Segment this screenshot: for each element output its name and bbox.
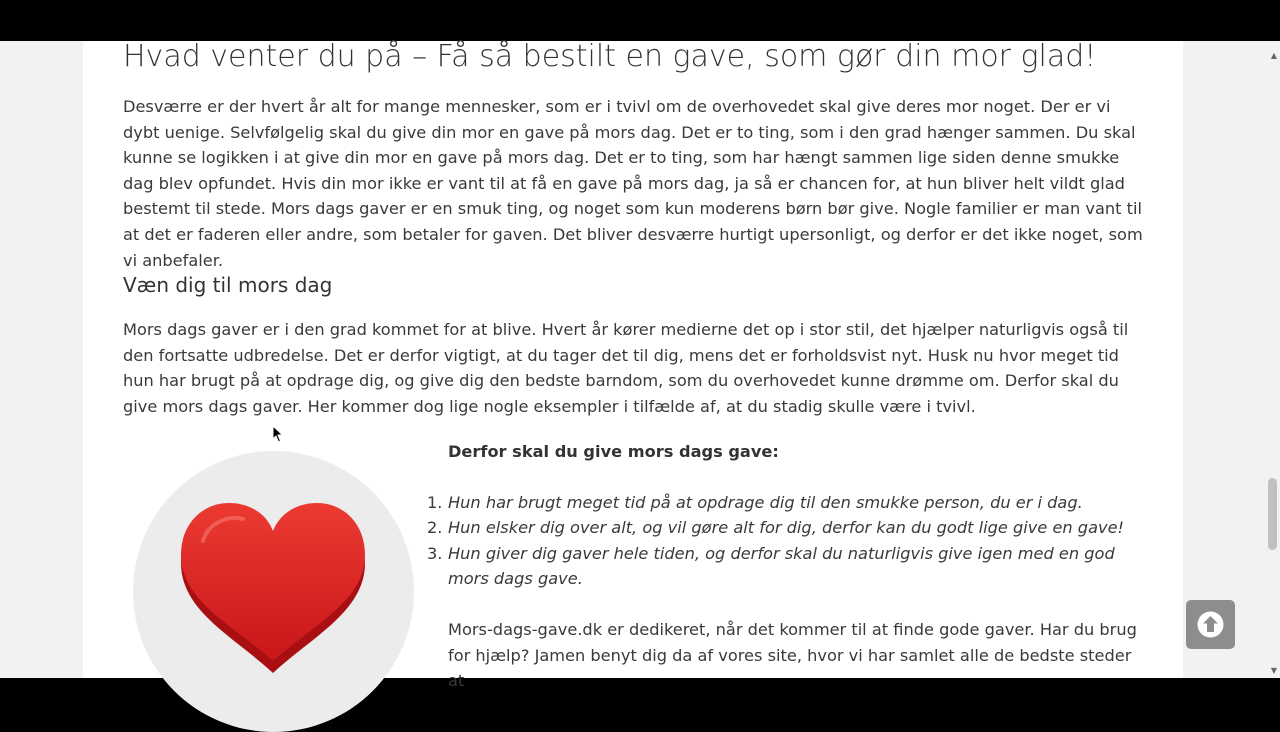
scroll-down-arrow-icon[interactable]: ▼ [1270, 666, 1277, 675]
list-number: 3. [427, 543, 443, 563]
list-item [427, 541, 1148, 592]
reasons-heading: Derfor skal du give mors dags gave: [448, 442, 779, 461]
heart-icon [173, 501, 373, 681]
reasons-list [427, 490, 1148, 592]
scrollbar[interactable] [1265, 41, 1280, 678]
list-number: 2. [427, 518, 443, 538]
list-text: Hun giver dig gaver hele tiden, og derfor skal du naturligvis give igen med en god mors dags gave. [448, 543, 1115, 589]
list-text: Hun elsker dig over alt, og vil gøre alt for dig, derfor kan du godt lige give en gave! [448, 518, 1125, 538]
scroll-to-top-button[interactable] [1186, 600, 1235, 649]
arrow-up-circle-icon [1196, 610, 1225, 639]
scrollbar-thumb[interactable] [1268, 478, 1277, 550]
closing-paragraph: Mors-dags-gave.dk er dedikeret, når det kommer til at finde gode gaver. Har du brug for hjælp? Jamen benyt dig da af vores site, hvor vi har samlet alle de bedste steder at [448, 619, 1137, 691]
list-item [427, 515, 1148, 541]
browser-viewport [0, 39, 1280, 691]
scroll-up-arrow-icon[interactable]: ▲ [1270, 51, 1277, 60]
article-page [83, 39, 1183, 691]
list-number: 1. [427, 492, 443, 512]
reasons-column [427, 439, 1148, 694]
section-paragraph: Mors dags gaver er i den grad kommet for at blive. Hvert år kører medierne det op i stor stil, det hjælper naturligvis også til den fortsatte udbredelse. Det er derfor vigtigt, at du tager det til dig, mens det er forholdsvist nyt. Husk nu hvor meget tid hun har brugt på at opdrage dig, og give dig den bedste barndom, som du overhovedet kunne drømme om. Derfor skal du give mors dags gaver. Her kommer dog lige nogle eksempler i tilfælde af, at du stadig skulle være i tvivl. [123, 320, 1129, 416]
list-text: Hun har brugt meget tid på at opdrage dig til den smukke person, du er i dag. [448, 492, 1083, 512]
mouse-pointer-icon [272, 425, 284, 443]
section-subheading: Væn dig til mors dag [123, 273, 333, 297]
list-item [427, 490, 1148, 516]
intro-paragraph: Desværre er der hvert år alt for mange mennesker, som er i tvivl om de overhovedet skal give deres mor noget. Der er vi dybt uenige. Selvfølgelig skal du give din mor en gave på mors dag. Det er to ting, som i den grad hænger sammen. Du skal kunne se logikken i at give din mor en gave på mors dag. Det er to ting, som har hængt sammen lige siden denne smukke dag blev opfundet. Hvis din mor ikke er vant til at få en gave på mors dag, ja så er chancen for, at hun bliver helt vildt glad bestemt til stede. Mors dags gaver er en smuk ting, og noget som kun moderens børn bør give. Nogle familier er man vant til at det er faderen eller andre, som betaler for gaven. Det bliver desværre hurtigt upersonligt, og derfor er det ikke noget, som vi anbefaler. [123, 97, 1143, 270]
article-heading: Hvad venter du på – Få så bestilt en gave, som gør din mor glad! [123, 39, 1097, 74]
